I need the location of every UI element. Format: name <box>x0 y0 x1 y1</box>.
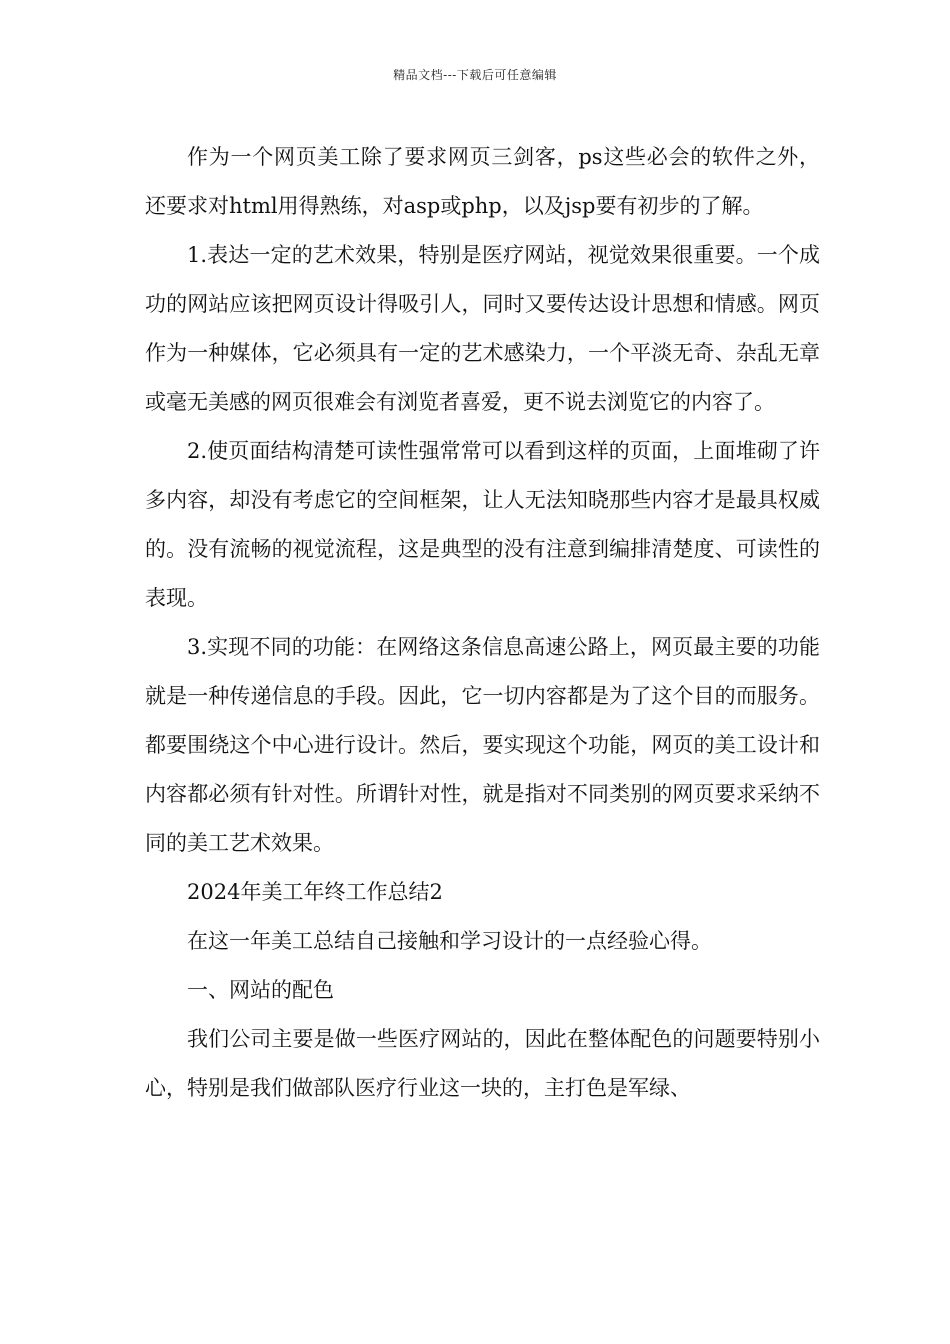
subsection-title: 一、网站的配色 <box>187 978 334 1002</box>
paragraph-point-2: 2.使页面结构清楚可读性强常常可以看到这样的页面，上面堆砌了许多内容，却没有考虑它的空间框架，让人无法知晓那些内容才是最具权威的。没有流畅的视觉流程，这是典型的没有注意到编排清楚度、可读性的表现。 <box>145 439 820 610</box>
page-header: 精品文档---下载后可任意编辑 <box>393 68 557 82</box>
section-title: 2024年美工年终工作总结2 <box>187 880 443 904</box>
paragraph-intro: 作为一个网页美工除了要求网页三剑客，ps这些必会的软件之外，还要求对html用得熟练，对asp或php，以及jsp要有初步的了解。 <box>145 145 820 218</box>
paragraph-summary-intro: 在这一年美工总结自己接触和学习设计的一点经验心得。 <box>187 929 712 953</box>
paragraph-point-3: 3.实现不同的功能：在网络这条信息高速公路上，网页最主要的功能就是一种传递信息的手段。因此，它一切内容都是为了这个目的而服务。都要围绕这个中心进行设计。然后，要实现这个功能，网页的美工设计和内容都必须有针对性。所谓针对性，就是指对不同类别的网页要求采纳不同的美工艺术效果。 <box>145 635 820 855</box>
paragraph-color-scheme: 我们公司主要是做一些医疗网站的，因此在整体配色的问题要特别小心，特别是我们做部队医疗行业这一块的，主打色是军绿、 <box>145 1027 820 1100</box>
paragraph-point-1: 1.表达一定的艺术效果，特别是医疗网站，视觉效果很重要。一个成功的网站应该把网页设计得吸引人，同时又要传达设计思想和情感。网页作为一种媒体，它必须具有一定的艺术感染力，一个平淡无奇、杂乱无章或毫无美感的网页很难会有浏览者喜爱，更不说去浏览它的内容了。 <box>145 243 820 414</box>
document-body <box>145 133 820 1113</box>
